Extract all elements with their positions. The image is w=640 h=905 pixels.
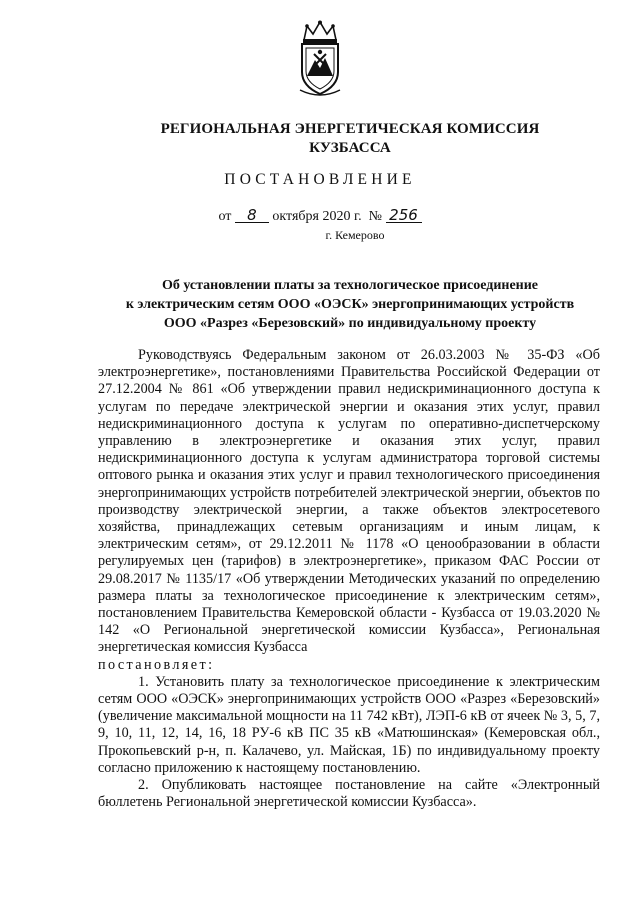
handwritten-day: 8 bbox=[235, 208, 269, 223]
decree-word: постановляет: bbox=[98, 656, 215, 673]
intro-paragraph bbox=[98, 347, 600, 657]
item-1: 1. Установить плату за технологическое присоединение к электрическим сетям ООО «ОЭСК» энергопринимающих устройств ООО «Разрез «Березовский» (увеличение максимальной мощности на 11 742 кВт), ЛЭП-6 кВ от ячеек № 3, 5, 7, 9, 10, 11, 12, 14, 16, 18 РУ-6 кВ ПС 35 кВ «Матюшинская» (Кемеровская обл., Прокопьевский р-н, п. Калачево, ул. Майская, 1Б) по индивидуальному проекту согласно приложению к настоящему постановлению. bbox=[98, 673, 600, 776]
organization-name-line1: РЕГИОНАЛЬНАЯ ЭНЕРГЕТИЧЕСКАЯ КОМИССИЯ bbox=[160, 121, 540, 137]
city: г. Кемерово bbox=[325, 228, 385, 242]
intro-text: Руководствуясь Федеральным законом от 26.03.2003 № 35-ФЗ «Об электроэнергетике», постановлениями Правительства Российской Федерации от 27.12.2004 № 861 «Об утверждении правил недискриминационного доступа к услугам по передаче электрической энергии и оказания этих услуг, правил недискриминационного доступа к услугам по оперативно-диспетчерскому управлению в электроэнергетике и оказания этих услуг, правил недискриминационного доступа к услугам администратора торговой системы оптового рынка и оказания этих услуг и правил технологического присоединения энергопринимающих устройств потребителей электрической энергии, объектов по производству электрической энергии, а также объектов электросетевого хозяйства, принадлежащих сетевым организациям и иным лицам, к электрическим сетям», от 29.12.2011 № 1178 «О ценообразовании в области регулируемых цен (тарифов) в электроэнергетике», приказом ФАС России от 29.08.2017 № 1135/17 «Об утверждении Методических указаний по определению размера платы за технологическое присоединение к электрическим сетям», постановлением Правительства Кемеровской области - Кузбасса от 19.03.2020 № 142 «О Региональной энергетической комиссии Кузбасса», Региональная энергетическая комиссия Кузбасса bbox=[98, 347, 600, 656]
decree-paragraph bbox=[98, 657, 600, 674]
document-body bbox=[98, 347, 600, 811]
subject-line2: к электрическим сетям ООО «ОЭСК» энергопринимающих устройств bbox=[125, 297, 575, 312]
document-subject bbox=[0, 276, 640, 333]
organization-name bbox=[0, 120, 640, 158]
date-month-year: октября 2020 г. bbox=[272, 209, 362, 224]
organization-name-line2: КУЗБАССА bbox=[309, 140, 391, 156]
date-prefix: от bbox=[218, 209, 232, 224]
document-type: ПОСТАНОВЛЕНИЕ bbox=[224, 171, 416, 188]
date-and-number-line bbox=[0, 208, 640, 225]
subject-line1: Об установлении платы за технологическое присоединение bbox=[161, 278, 539, 293]
item-2: 2. Опубликовать настоящее постановление на сайте «Электронный бюллетень Региональной энергетической комиссии Кузбасса». bbox=[98, 777, 600, 811]
number-prefix: № bbox=[368, 209, 382, 224]
handwritten-number: 256 bbox=[386, 208, 422, 223]
kuzbass-coat-of-arms-icon bbox=[294, 20, 346, 100]
subject-line3: ООО «Разрез «Березовский» по индивидуальному проекту bbox=[163, 316, 537, 331]
